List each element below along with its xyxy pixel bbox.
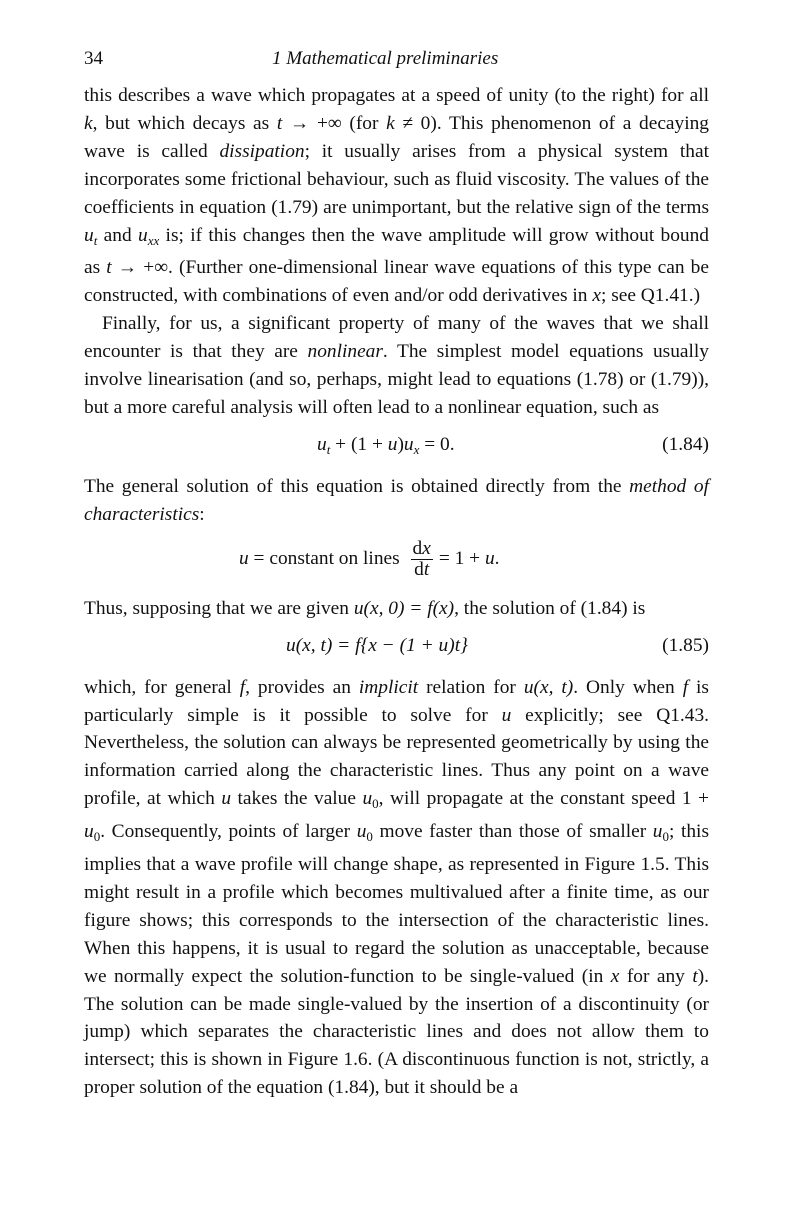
equation-1-85: u(x, t) = f{x − (1 + u)t} (1.85) bbox=[286, 634, 709, 656]
paragraph-implicit-solution: which, for general f, provides an implicit relation for u(x, t). Only when f is particularly simple is it possible to solve for u explicitly; see Q1.43. Nevertheless, the solution can always be represented geometrically by using the information carried along the characteristic lines. Thus any point on a wave profile, at which u takes the value $u_0$, will propagate at the constant speed $1 + u_0$. Consequently, points of larger $u_0$ move faster than those of smaller $u_0$; this implies that a wave profile will change shape, as represented in Figure 1.5. This might result in a profile which becomes multivalued after a finite time, as our figure shows; this corresponds to the intersection of the characteristic lines. When this happens, it is usual to regard the solution as unacceptable, because we normally expect the solution-function to be single-valued (in x for any t). The solution can be made single-valued by the insertion of a discontinuity (or jump) which separates the characteristic lines and does not allow them to intersect; this is shown in Figure 1.6. (A discontinuous function is not, strictly, a proper solution of the equation (1.84), but it should be a bbox=[84, 676, 710, 1099]
paragraph-initial-data: Thus, supposing that we are given u(x, 0) = f(x), the solution of (1.84) is bbox=[84, 597, 646, 619]
equation-characteristics: u = constant on lines $\frac{dx}{dt}$ = 1 + u . bbox=[239, 537, 500, 580]
equation-number: (1.85) bbox=[662, 634, 709, 656]
equation-1-84: $u_t + (1 + u)u_x = 0$. (1.84) bbox=[317, 433, 709, 457]
paragraph-nonlinear: Finally, for us, a significant property of many of the waves that we shall encounter is that they are nonlinear. The simplest model equations usually involve linearisation (and so, perhaps, might lead to equations (1.78) or (1.79)), but a more careful analysis will often lead to a nonlinear equation, such as bbox=[84, 313, 709, 418]
page-number: 34 bbox=[84, 48, 103, 69]
paragraph-characteristics: The general solution of this equation is obtained directly from the method of characteristics: bbox=[84, 475, 709, 525]
paragraph-dissipation: this describes a wave which propagates at a speed of unity (to the right) for all k, but which decays as t → +∞ (for k ≠ 0). This phenomenon of a decaying wave is called dissipation; it usually arises from a physical system that incorporates some frictional behaviour, such as fluid viscosity. The values of the coefficients in equation (1.79) are unimportant, but the relative sign of the terms $u_t$ and $u_{xx}$ is; if this changes then the wave amplitude will grow without bound as t → +∞. (Further one-dimensional linear wave equations of this type can be constructed, with combinations of even and/or odd derivatives in x; see Q1.41.) bbox=[84, 85, 710, 307]
equation-number: (1.84) bbox=[662, 433, 709, 455]
book-page bbox=[84, 48, 709, 1102]
term-dissipation: dissipation bbox=[219, 140, 305, 162]
fraction-dx-dt: $\frac{dx}{dt}$ bbox=[412, 537, 431, 580]
page-header bbox=[84, 48, 709, 82]
term-implicit: implicit bbox=[358, 676, 419, 698]
term-nonlinear: nonlinear bbox=[307, 341, 383, 363]
running-title: 1 Mathematical preliminaries bbox=[272, 48, 499, 69]
term-method-of-characteristics: method of characteristics bbox=[84, 475, 709, 525]
